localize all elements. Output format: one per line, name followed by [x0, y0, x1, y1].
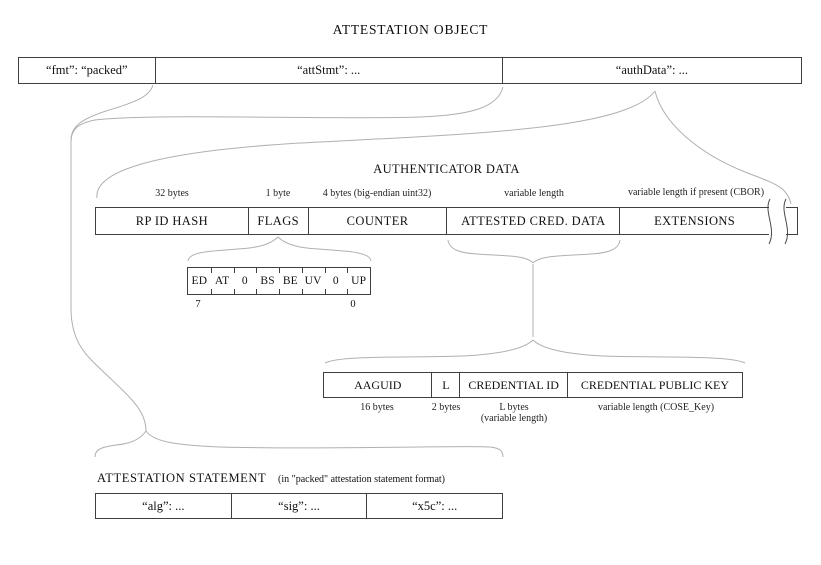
bit-cell-rfu2: 0 [325, 268, 348, 294]
flags-brace-right-arm [278, 237, 371, 261]
field-cell-rp-id-hash: RP ID HASH [96, 208, 249, 234]
fmt-cell: “fmt”: “packed” [19, 58, 156, 83]
acd-down-brace-left [448, 240, 533, 263]
bit-cell-ed: ED [188, 268, 211, 294]
statement-brace-right-arm [146, 431, 503, 457]
flags-bit-box [187, 267, 371, 295]
authenticator-data-row [95, 207, 769, 235]
size-label-credential-id-2: (variable length) [480, 413, 548, 424]
aaguid-cell: AAGUID [324, 373, 432, 397]
bit-cell-rfu1: 0 [234, 268, 257, 294]
field-cell-extensions: EXTENSIONS [654, 213, 736, 228]
flags-brace-left-arm [188, 237, 278, 261]
attestation-statement-box [95, 493, 503, 519]
size-label-rp-id-hash: 32 bytes [155, 188, 189, 199]
acd-up-brace-left [325, 340, 533, 363]
bit-cell-be: BE [279, 268, 302, 294]
size-label-credential-id: L bytes [499, 402, 529, 413]
field-cell-counter: COUNTER [309, 208, 448, 234]
size-label-credential-public-key: variable length (COSE_Key) [597, 402, 715, 413]
attested-cred-data-row [323, 372, 743, 398]
statement-brace-left-arm [95, 431, 146, 457]
sig-cell: “sig”: ... [232, 494, 368, 518]
x5c-cell: “x5c”: ... [412, 498, 458, 513]
left-drop-line [71, 138, 146, 431]
size-label-length: 2 bytes [431, 402, 461, 413]
alg-cell: “alg”: ... [96, 494, 232, 518]
size-label-counter: 4 bytes (big-endian uint32) [322, 188, 432, 199]
bit-index-7: 7 [195, 299, 201, 310]
attstmt-cell: “attStmt”: ... [156, 58, 503, 83]
length-cell: L [432, 373, 460, 397]
field-cell-attested-cred-data: ATTESTED CRED. DATA [447, 208, 620, 234]
extensions-break-tail [786, 207, 798, 235]
size-label-aaguid: 16 bytes [360, 402, 394, 413]
page-title: ATTESTATION OBJECT [332, 22, 489, 37]
credential-id-cell: CREDENTIAL ID [460, 373, 567, 397]
attstmt-connector [71, 87, 503, 142]
bit-index-0: 0 [350, 299, 356, 310]
authenticator-data-heading: AUTHENTICATOR DATA [373, 162, 520, 176]
bit-cell-at: AT [211, 268, 234, 294]
credential-public-key-cell: CREDENTIAL PUBLIC KEY [580, 377, 730, 392]
size-label-attested-cred-data: variable length [504, 188, 564, 199]
attestation-object-box [18, 57, 802, 84]
acd-down-brace-right [533, 240, 620, 263]
attestation-statement-heading: ATTESTATION STATEMENT [97, 471, 267, 485]
attestation-statement-format-note: (in "packed" attestation statement format) [278, 474, 445, 485]
size-label-flags: 1 byte [265, 188, 291, 199]
bit-cell-up: UP [351, 275, 367, 287]
fmt-connector [71, 85, 153, 140]
authdata-brace-left-arm [97, 91, 655, 198]
bit-cell-bs: BS [256, 268, 279, 294]
acd-up-brace-right [533, 340, 745, 363]
field-cell-flags: FLAGS [249, 208, 309, 234]
size-label-extensions: variable length if present (CBOR) [627, 187, 765, 198]
authdata-cell: “authData”: ... [615, 63, 688, 77]
bit-cell-uv: UV [302, 268, 325, 294]
